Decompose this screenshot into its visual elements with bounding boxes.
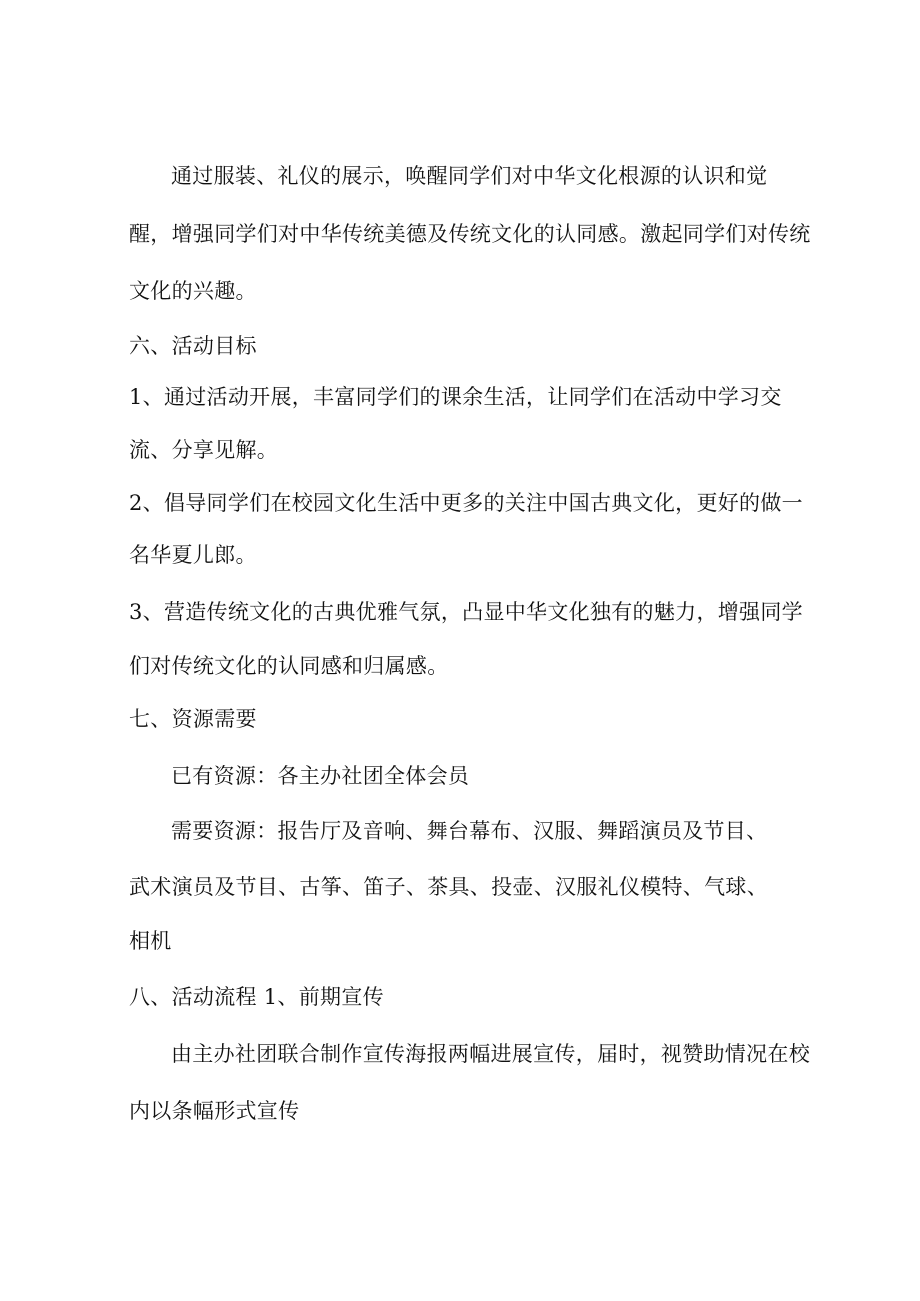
goal-3-line-2: 们对传统文化的认同感和归属感。 [129, 654, 449, 678]
section-heading-process: 八、活动流程 1、前期宣传 [129, 985, 384, 1009]
goal-1-line-2: 流、分享见解。 [129, 438, 279, 462]
section-heading-goals: 六、活动目标 [129, 334, 257, 358]
promotion-line-1: 由主办社团联合制作宣传海报两幅进展宣传，届时，视赞助情况在校 [171, 1042, 810, 1066]
goal-2-line-1: 2、倡导同学们在校园文化生活中更多的关注中国古典文化，更好的做一 [129, 491, 803, 515]
needed-resources-line-3: 相机 [129, 929, 172, 953]
goal-1-line-1: 1、通过活动开展，丰富同学们的课余生活，让同学们在活动中学习交 [129, 385, 782, 409]
paragraph-intro-line-3: 文化的兴趣。 [129, 279, 257, 303]
existing-resources: 已有资源：各主办社团全体会员 [171, 764, 470, 788]
paragraph-intro-line-2: 醒，增强同学们对中华传统美德及传统文化的认同感。激起同学们对传统 [129, 222, 811, 246]
goal-3-line-1: 3、营造传统文化的古典优雅气氛，凸显中华文化独有的魅力，增强同学 [129, 600, 803, 624]
section-heading-resources: 七、资源需要 [129, 707, 257, 731]
needed-resources-line-2: 武术演员及节目、古筝、笛子、茶具、投壶、汉服礼仪模特、气球、 [129, 875, 768, 899]
goal-2-line-2: 名华夏儿郎。 [129, 543, 257, 567]
paragraph-intro-line-1: 通过服装、礼仪的展示，唤醒同学们对中华文化根源的认识和觉 [171, 164, 768, 188]
promotion-line-2: 内以条幅形式宣传 [129, 1099, 300, 1123]
needed-resources-line-1: 需要资源：报告厅及音响、舞台幕布、汉服、舞蹈演员及节目、 [171, 819, 768, 843]
